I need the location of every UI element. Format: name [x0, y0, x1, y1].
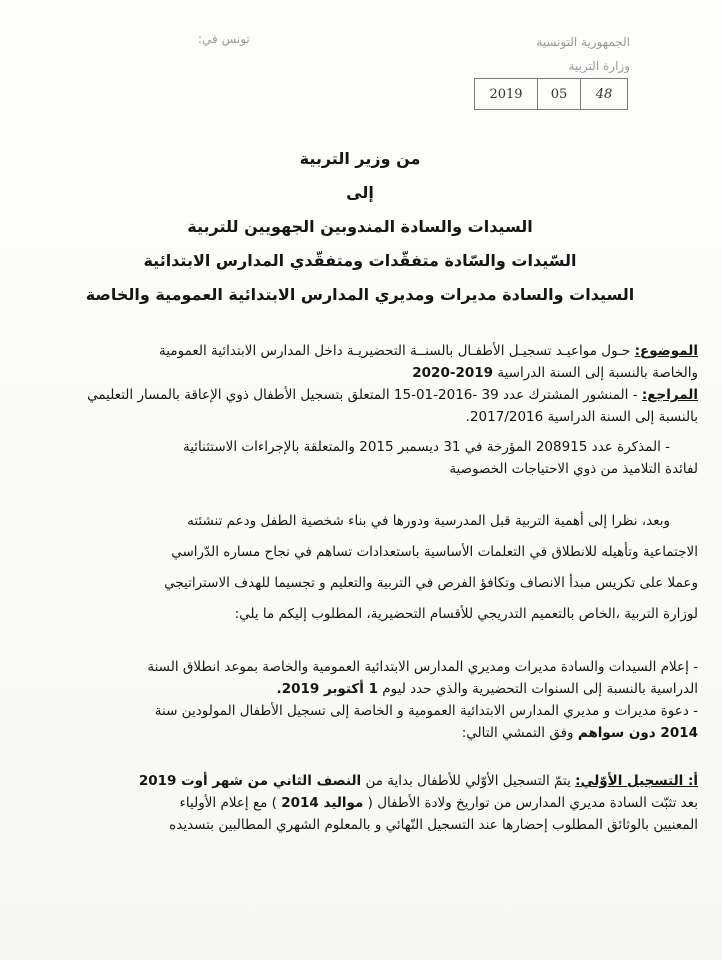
subject-line-1: حـول مواعيـد تسجيـل الأطفـال بالسنــة التحضيريـة داخل المدارس الابتدائية العمومية — [159, 343, 631, 359]
point-2-line-2: وفق التمشي التالي: — [461, 725, 574, 741]
point-1-line-1: - إعلام السيدات والسادة مديرات ومديري المدارس الابتدائية العمومية والخاصة بموعد انطلاق السنة — [147, 659, 698, 675]
registration-line-3: المعنيين بالوثائق المطلوب إحضارها عند التسجيل النّهائي و بالمعلوم الشهري المطالبين بتسديده — [169, 817, 698, 833]
birth-year-note: 2014 دون سواهم — [577, 725, 698, 741]
points-section — [22, 656, 698, 744]
reference-1-line-1: - المنشور المشترك عدد 39 -2016-01-15 المتعلق بتسجيل الأطفال ذوي الإعاقة بالمسار التعليمي — [87, 387, 638, 403]
letter-body — [22, 340, 698, 836]
point-2-line-1: - دعوة مديرات و مديري المدارس الابتدائية العمومية و الخاصة إلى تسجيل الأطفال المولودين سنة — [154, 703, 698, 719]
reference-2-line-2: لفائدة التلاميذ من ذوي الاحتياجات الخصوصية — [449, 461, 698, 477]
intro-line: الاجتماعية وتأهيله للانطلاق في التعلمات الأساسية باستعدادات تساهم في نجاح مساره الدّراسي — [171, 544, 698, 560]
intro-line: وبعد، نظرا إلى أهمية التربية قبل المدرسية ودورها في بناء شخصية الطفل ودعم تنشئته — [187, 513, 670, 529]
to-label: إلى — [346, 183, 374, 202]
reference-1-line-2: بالنسبة إلى السنة الدراسية 2017/2016. — [465, 409, 698, 425]
registration-line-2a: بعد تثبّت السادة مديري المدارس من تواريخ ولادة الأطفال ( — [367, 795, 698, 811]
recipient-3: السيدات والسادة مديرات ومديري المدارس الابتدائية العمومية والخاصة — [85, 285, 635, 304]
subject-section — [22, 340, 698, 384]
subject-label: الموضوع: — [634, 343, 698, 359]
sender: من وزير التربية — [299, 149, 421, 168]
ref-number: 48 — [595, 86, 613, 102]
place-date-label: تونس في: — [198, 32, 250, 46]
intro-line: لوزارة التربية ،الخاص بالتعميم التدريجي للأقسام التحضيرية، المطلوب إليكم ما يلي: — [234, 606, 698, 622]
subject-line-2: والخاصة بالنسبة إلى السنة الدراسية — [497, 365, 698, 381]
letterhead — [460, 30, 630, 78]
reference-number-box — [474, 78, 628, 110]
registration-birth-year: مواليد 2014 — [281, 795, 364, 811]
ref-month: 05 — [538, 79, 581, 109]
intro-paragraph — [22, 506, 698, 630]
reference-2-line-1: - المذكرة عدد 208915 المؤرخة في 31 ديسمبر 2015 والمتعلقة بالإجراءات الاستثنائية — [182, 439, 670, 455]
intro-line: وعملا على تكريس مبدأ الانصاف وتكافؤ الفرص في التربية والتعليم و تجسيما للهدف الاستراتيجي — [164, 575, 698, 591]
start-date: 1 أكتوبر 2019. — [276, 681, 378, 697]
references-label: المراجع: — [641, 387, 698, 403]
address-block — [60, 142, 660, 312]
republic-name: الجمهورية التونسية — [536, 35, 630, 49]
registration-section — [22, 770, 698, 836]
registration-period: النصف الثاني من شهر أوت 2019 — [138, 773, 362, 789]
point-1-line-2: الدراسية بالنسبة إلى السنوات التحضيرية والذي حدد ليوم — [382, 681, 698, 697]
registration-line-1: يتمّ التسجيل الأوّلي للأطفال بداية من — [365, 773, 571, 789]
subject-year: 2019-2020 — [412, 365, 494, 381]
references-section — [22, 384, 698, 480]
recipient-1: السيدات والسادة المندوبين الجهويين للتربية — [187, 217, 533, 236]
ministry-name: وزارة التربية — [568, 59, 630, 73]
registration-line-2b: ) مع إعلام الأولياء — [179, 795, 277, 811]
registration-label: أ: التسجيل الأوّلي: — [575, 773, 698, 789]
recipient-2: السّيدات والسّادة متفقّدات ومتفقّدي المدارس الابتدائية — [143, 251, 577, 270]
ref-year: 2019 — [475, 79, 538, 109]
